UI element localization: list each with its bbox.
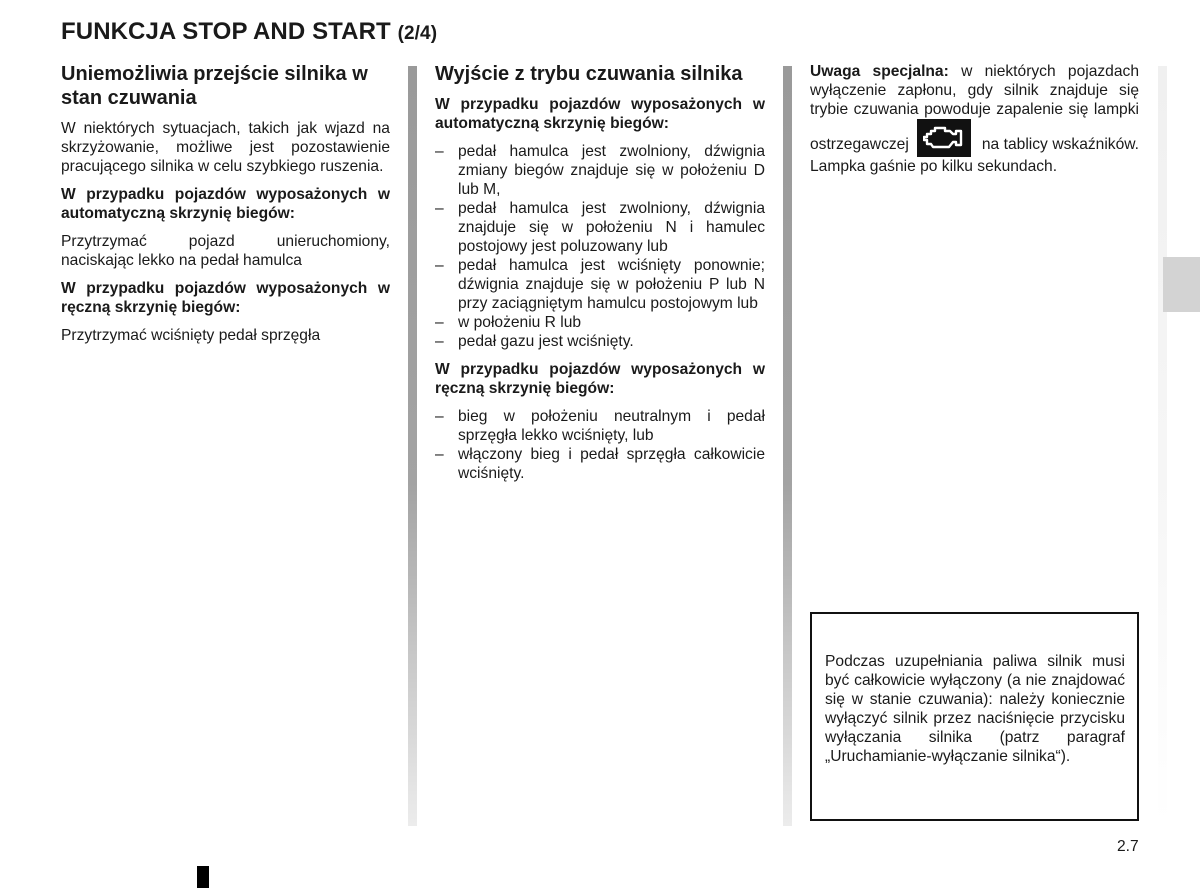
page-title [61,18,437,46]
section-heading-prevent-standby: Uniemożliwia przejście silnika w stan czuwania [61,63,368,109]
list-item: – włączony bieg i pedał sprzęgła całkowicie wciśnięty. [435,445,765,483]
special-note-text-1: w niektórych pojazdach wyłączenie zapłonu, gdy silnik znajduje się trybie czuwania powoduje zapalenie się lampki ostrzegawczej [810,63,1139,153]
list-item: – pedał hamulca jest zwolniony, dźwignia zmiany biegów znajduje się w położeniu D lub M, [435,142,765,199]
manual-gearbox-heading: W przypadku pojazdów wyposażonych w ręczną skrzynię biegów: [435,361,765,397]
list-item: – bieg w położeniu neutralnym i pedał sprzęgła lekko wciśnięty, lub [435,407,765,445]
page-title-text: FUNKCJA STOP AND START [61,18,391,45]
special-note [810,62,1139,176]
engine-warning-icon [917,119,971,157]
list-item: – pedał hamulca jest wciśnięty ponownie; dźwignia znajduje się w położeniu P lub N przy zaciągniętym hamulcu postojowym lub [435,256,765,313]
automatic-conditions-list [435,142,765,351]
manual-gearbox-text: Przytrzymać wciśnięty pedał sprzęgła [61,327,321,344]
column-special-note [810,62,1139,185]
automatic-gearbox-heading: W przypadku pojazdów wyposażonych w automatyczną skrzynię biegów: [61,186,390,222]
page-part: (2/4) [397,23,438,44]
automatic-gearbox-heading: W przypadku pojazdów wyposażonych w automatyczną skrzynię biegów: [435,96,765,132]
refuel-notice-box [810,612,1139,821]
column-exit-standby [435,62,765,492]
list-item: – pedał gazu jest wciśnięty. [435,332,765,351]
chapter-tab-marker [1163,257,1200,312]
manual-conditions-list [435,407,765,483]
crop-mark [197,866,209,888]
refuel-notice-text: Podczas uzupełniania paliwa silnik musi być całkowicie wyłączony (a nie znajdować się w stanie czuwania): należy koniecznie wyłączyć silnik przez naciśnięcie przycisku wyłączania silnika (patrz paragraf „Uruchamianie-wyłączanie silnika“). [825,653,1125,765]
list-item: – w położeniu R lub [435,313,765,332]
special-note-text-2: na tablicy wskaźników. Lampka gaśnie po kilku sekundach. [810,136,1139,175]
list-item: – pedał hamulca jest zwolniony, dźwignia znajduje się w położeniu N i hamulec postojowy jest poluzowany lub [435,199,765,256]
section-heading-exit-standby: Wyjście z trybu czuwania silnika [435,63,743,85]
automatic-gearbox-text: Przytrzymać pojazd unieruchomiony, naciskając lekko na pedał hamulca [61,233,390,269]
intro-paragraph: W niektórych sytuacjach, takich jak wjazd na skrzyżowanie, możliwe jest pozostawienie pracującego silnika w celu szybkiego ruszenia. [61,120,390,175]
column-separator [408,66,417,826]
manual-gearbox-heading: W przypadku pojazdów wyposażonych w ręczną skrzynię biegów: [61,280,390,316]
column-standby-prevention [61,62,390,354]
edge-gradient [1158,66,1167,826]
special-note-label: Uwaga specjalna: [810,63,949,80]
column-separator [783,66,792,826]
page-number: 2.7 [1117,838,1139,855]
